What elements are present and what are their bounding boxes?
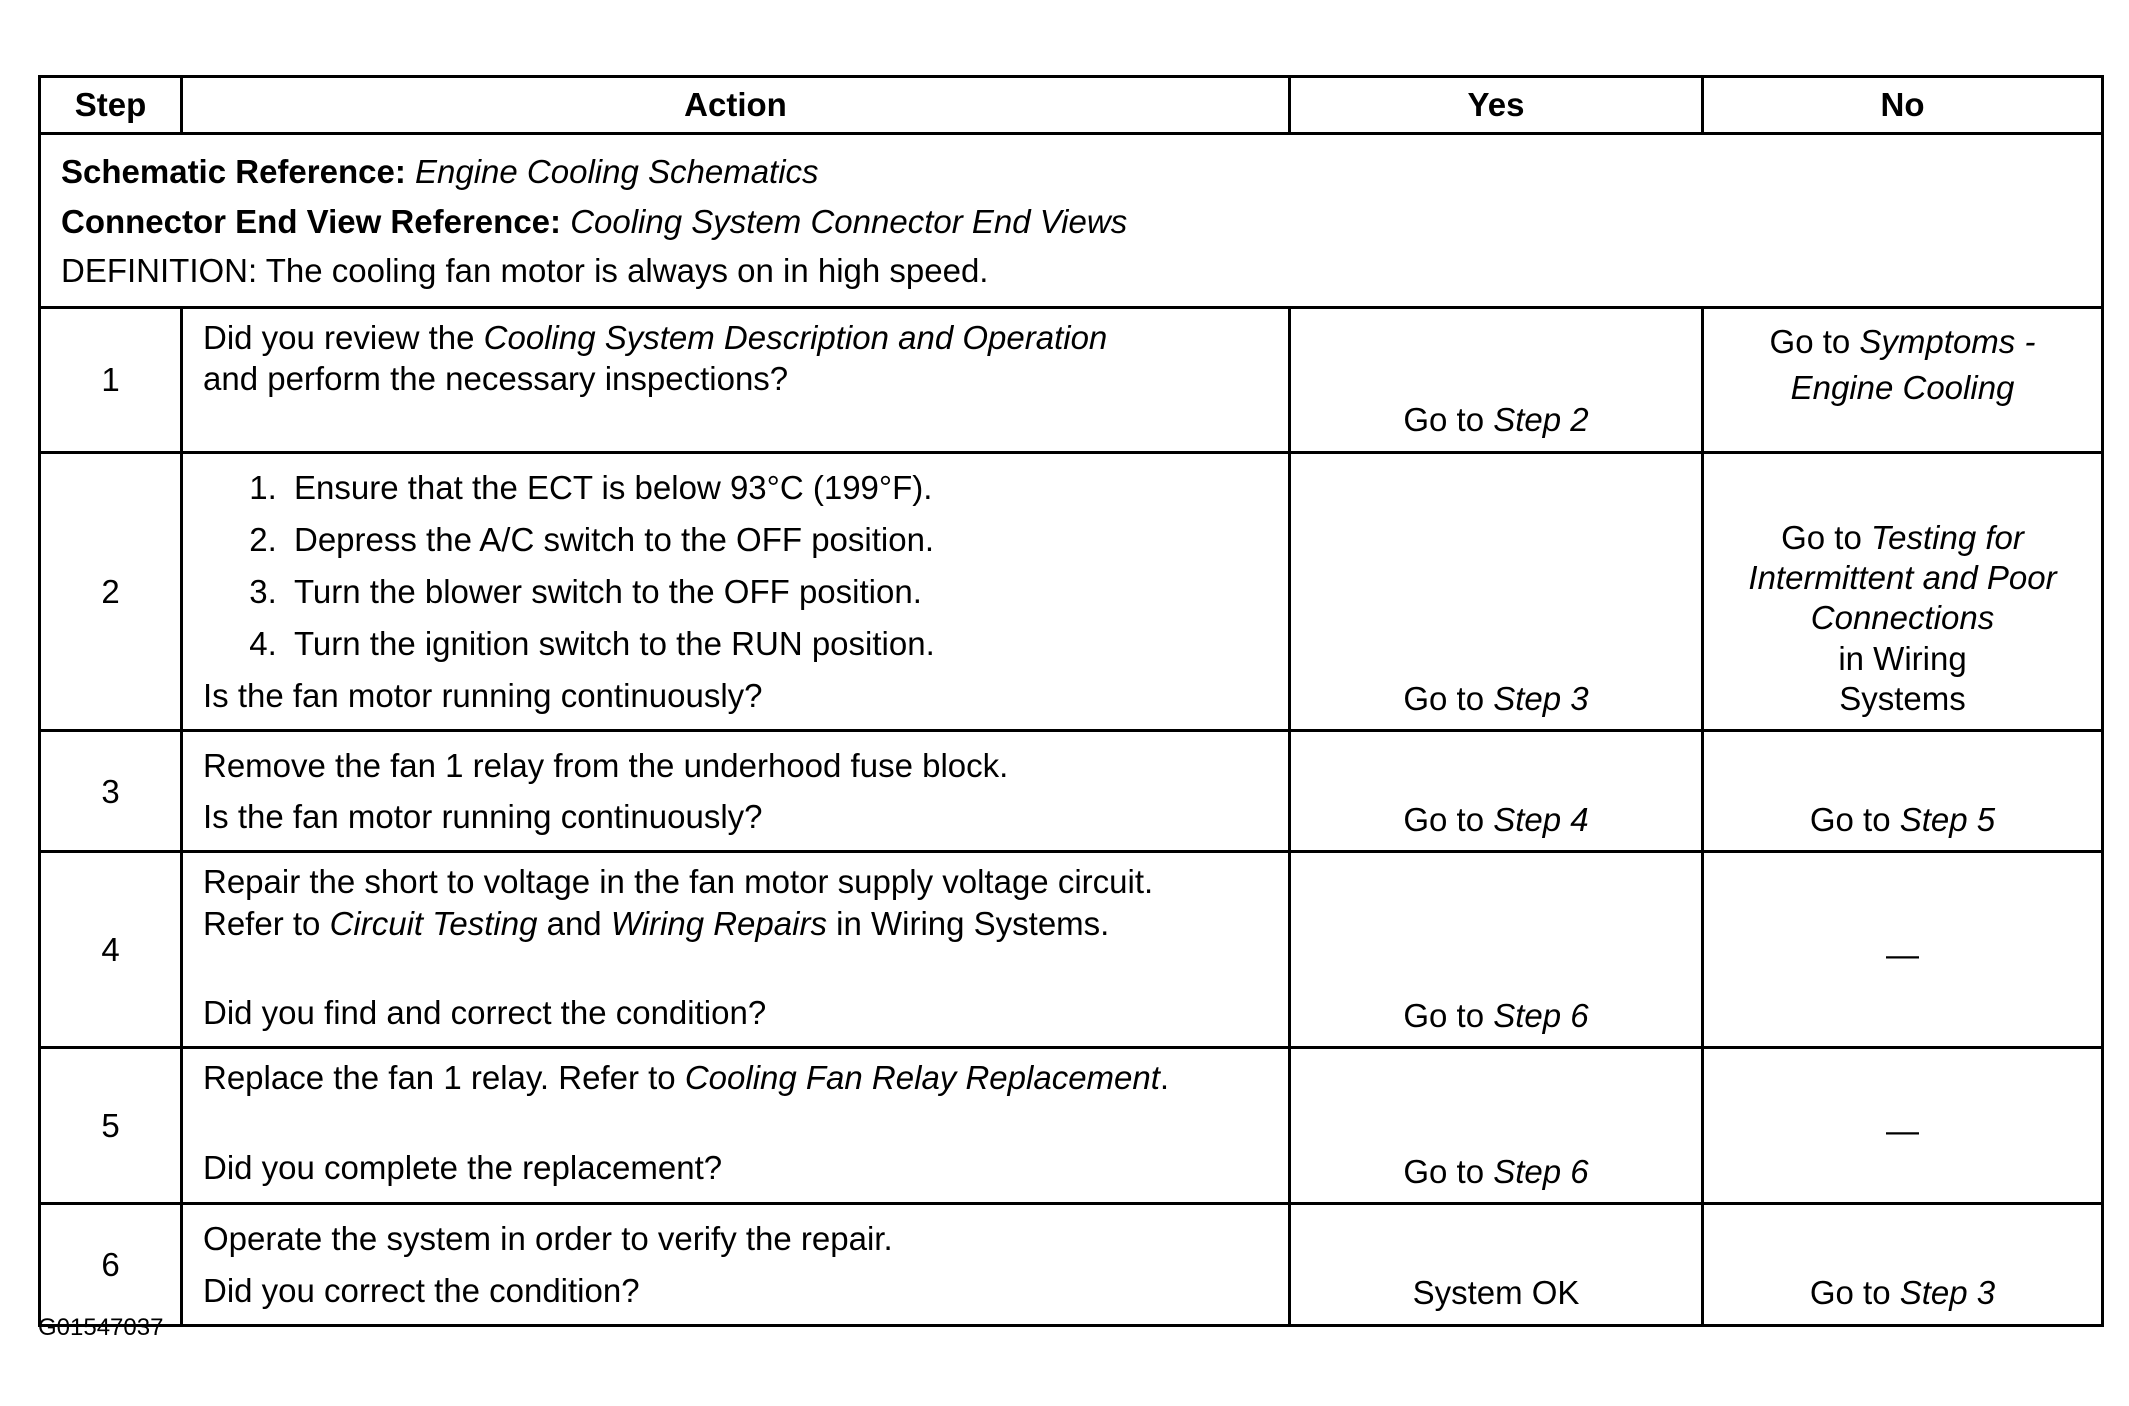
schematic-reference: [61, 147, 2081, 197]
action-text: Refer to Circuit Testing and Wiring Repairs in Wiring Systems.: [203, 904, 1110, 942]
step-number: 2: [40, 452, 182, 731]
yes-cell: System OK: [1290, 1204, 1703, 1325]
no-cell: Go to Step 5: [1703, 731, 2103, 852]
action-question: Did you correct the condition?: [203, 1271, 640, 1309]
yes-cell: Go to Step 4: [1290, 731, 1703, 852]
reference-row: [40, 134, 2103, 308]
table-row: [40, 1204, 2103, 1325]
step-number: 3: [40, 731, 182, 852]
action-text: Did you review the Cooling System Description and Operation: [203, 318, 1108, 356]
figure-code: G01547037: [38, 1314, 164, 1341]
header-yes: Yes: [1290, 77, 1703, 134]
action-cell: [182, 1048, 1290, 1204]
yes-cell: Go to Step 6: [1290, 852, 1703, 1048]
diagnostic-table: [38, 75, 2104, 1327]
step-number: 6: [40, 1204, 182, 1325]
action-question: Did you complete the replacement?: [203, 1148, 723, 1186]
definition: DEFINITION: The cooling fan motor is always on in high speed.: [61, 252, 989, 289]
no-cell: —: [1703, 852, 2103, 1048]
header-step: Step: [40, 77, 182, 134]
reference-cell: [40, 134, 2103, 308]
table-row: [40, 452, 2103, 731]
yes-cell: Go to Step 3: [1290, 452, 1703, 731]
table-row: [40, 307, 2103, 452]
list-item: 3. Turn the blower switch to the OFF position.: [286, 566, 1270, 618]
action-question: Did you find and correct the condition?: [203, 993, 767, 1031]
table-row: [40, 1048, 2103, 1204]
no-cell: Go to Testing for Intermittent and Poor Connections in Wiring Systems: [1703, 452, 2103, 731]
action-cell: [182, 1204, 1290, 1325]
connector-reference-value: Cooling System Connector End Views: [570, 202, 1128, 240]
action-text: Repair the short to voltage in the fan motor supply voltage circuit.: [203, 863, 1154, 901]
step-number: 4: [40, 852, 182, 1048]
connector-reference: [61, 197, 2081, 247]
header-action: Action: [182, 77, 1290, 134]
action-text: Remove the fan 1 relay from the underhood fuse block.: [203, 747, 1009, 785]
action-cell: [182, 452, 1290, 731]
no-cell: Go to Symptoms - Engine Cooling: [1703, 307, 2103, 452]
list-item: 4. Turn the ignition switch to the RUN position.: [286, 618, 1270, 670]
action-text: Replace the fan 1 relay. Refer to Cooling Fan Relay Replacement.: [203, 1059, 1170, 1097]
action-text: and perform the necessary inspections?: [203, 359, 789, 397]
step-number: 1: [40, 307, 182, 452]
action-text: Operate the system in order to verify the repair.: [203, 1220, 893, 1258]
no-cell: Go to Step 3: [1703, 1204, 2103, 1325]
list-item: 1. Ensure that the ECT is below 93°C (199°F).: [286, 462, 1270, 514]
step-number: 5: [40, 1048, 182, 1204]
table-row: [40, 852, 2103, 1048]
action-cell: [182, 731, 1290, 852]
yes-cell: Go to Step 2: [1290, 307, 1703, 452]
list-item: 2. Depress the A/C switch to the OFF position.: [286, 514, 1270, 566]
action-question: Is the fan motor running continuously?: [203, 677, 763, 714]
action-cell: [182, 307, 1290, 452]
no-cell: —: [1703, 1048, 2103, 1204]
schematic-reference-label: Schematic Reference:: [61, 153, 406, 190]
header-no: No: [1703, 77, 2103, 134]
schematic-reference-value: Engine Cooling Schematics: [415, 153, 819, 190]
action-question: Is the fan motor running continuously?: [203, 798, 763, 836]
action-steps-list: [203, 462, 1270, 671]
header-row: [40, 77, 2103, 134]
connector-reference-label: Connector End View Reference:: [61, 202, 562, 240]
action-cell: [182, 852, 1290, 1048]
yes-cell: Go to Step 6: [1290, 1048, 1703, 1204]
table-row: [40, 731, 2103, 852]
